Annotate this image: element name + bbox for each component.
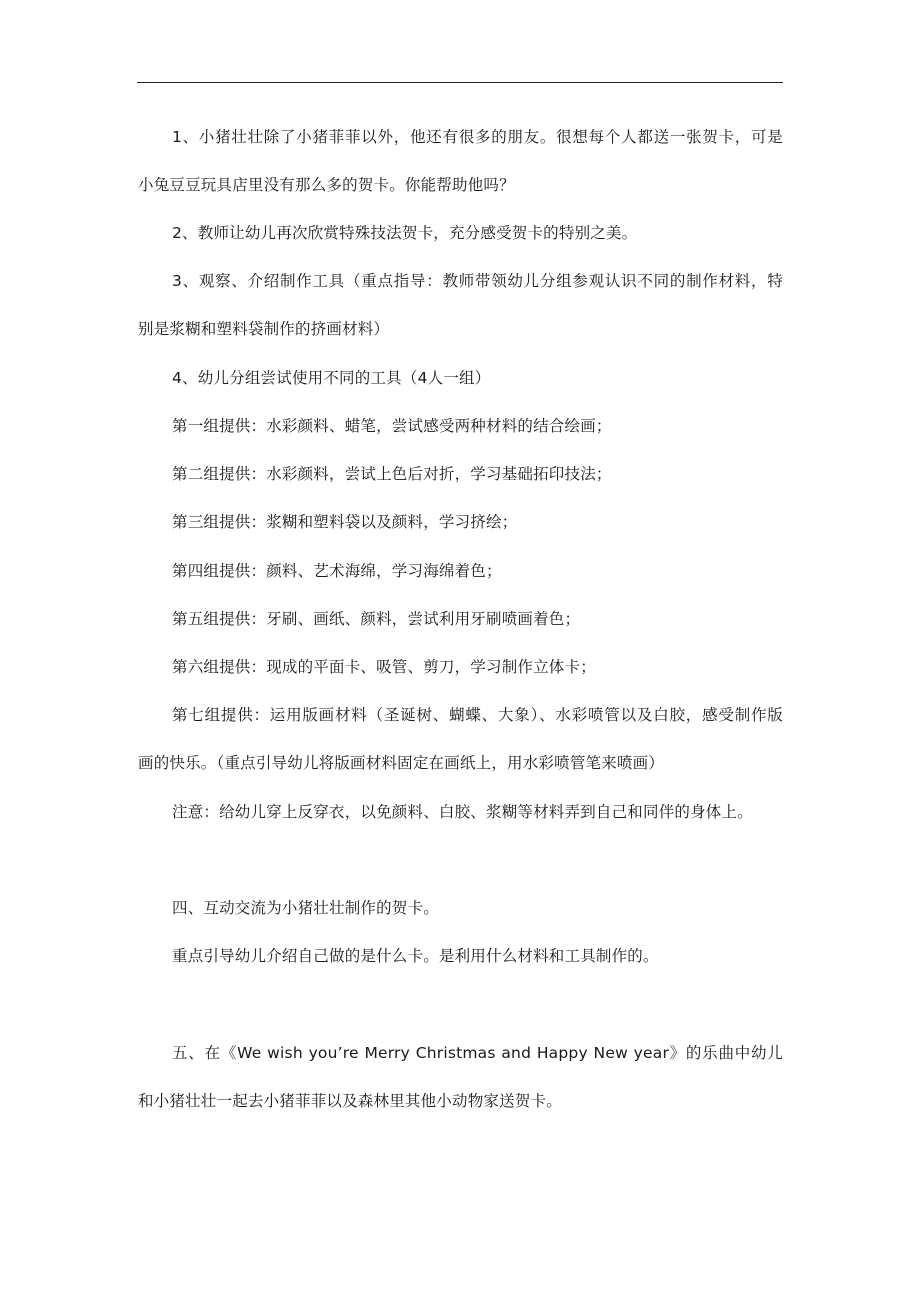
- section-4-title: 四、互动交流为小猪壮壮制作的贺卡。: [172, 899, 439, 917]
- section-5-line-2: 和小猪壮壮一起去小猪菲菲以及森林里其他小动物家送贺卡。: [138, 1092, 562, 1110]
- group-7-line-1: 第七组提供：运用版画材料（圣诞树、蝴蝶、大象）、水彩喷管以及白胶，感受制作版: [172, 706, 783, 724]
- paragraph-3-line-1: 3、观察、介绍制作工具（重点指导：教师带领幼儿分组参观认识不同的制作材料，特: [172, 272, 783, 290]
- paragraph-1-line-1: 1、小猪壮壮除了小猪菲菲以外，他还有很多的朋友。很想每个人都送一张贺卡，可是: [172, 128, 783, 146]
- paragraph-3-line-2: 别是浆糊和塑料袋制作的挤画材料）: [138, 320, 390, 338]
- group-2-item: 第二组提供：水彩颜料，尝试上色后对折，学习基础拓印技法；: [172, 465, 612, 483]
- header-rule: [137, 82, 783, 83]
- group-5-item: 第五组提供：牙刷、画纸、颜料，尝试利用牙刷喷画着色；: [172, 610, 581, 628]
- group-6-item: 第六组提供：现成的平面卡、吸管、剪刀，学习制作立体卡；: [172, 658, 596, 676]
- paragraph-2: 2、教师让幼儿再次欣赏特殊技法贺卡，充分感受贺卡的特别之美。: [172, 224, 638, 242]
- group-3-item: 第三组提供：浆糊和塑料袋以及颜料，学习挤绘；: [172, 513, 518, 531]
- group-4-item: 第四组提供：颜料、艺术海绵，学习海绵着色；: [172, 562, 502, 580]
- group-7-line-2: 画的快乐。（重点引导幼儿将版画材料固定在画纸上，用水彩喷管笔来喷画）: [138, 754, 665, 772]
- section-4-body: 重点引导幼儿介绍自己做的是什么卡。是利用什么材料和工具制作的。: [172, 947, 659, 965]
- paragraph-1-line-2: 小兔豆豆玩具店里没有那么多的贺卡。你能帮助他吗？: [138, 176, 515, 194]
- paragraph-4: 4、幼儿分组尝试使用不同的工具（4人一组）: [172, 369, 491, 387]
- safety-note: 注意：给幼儿穿上反穿衣，以免颜料、白胶、浆糊等材料弄到自己和同伴的身体上。: [172, 803, 753, 821]
- group-1-item: 第一组提供：水彩颜料、蜡笔，尝试感受两种材料的结合绘画；: [172, 417, 612, 435]
- section-5-line-1: 五、在《We wish you’re Merry Christmas and Happy New year》的乐曲中幼儿: [172, 1044, 783, 1062]
